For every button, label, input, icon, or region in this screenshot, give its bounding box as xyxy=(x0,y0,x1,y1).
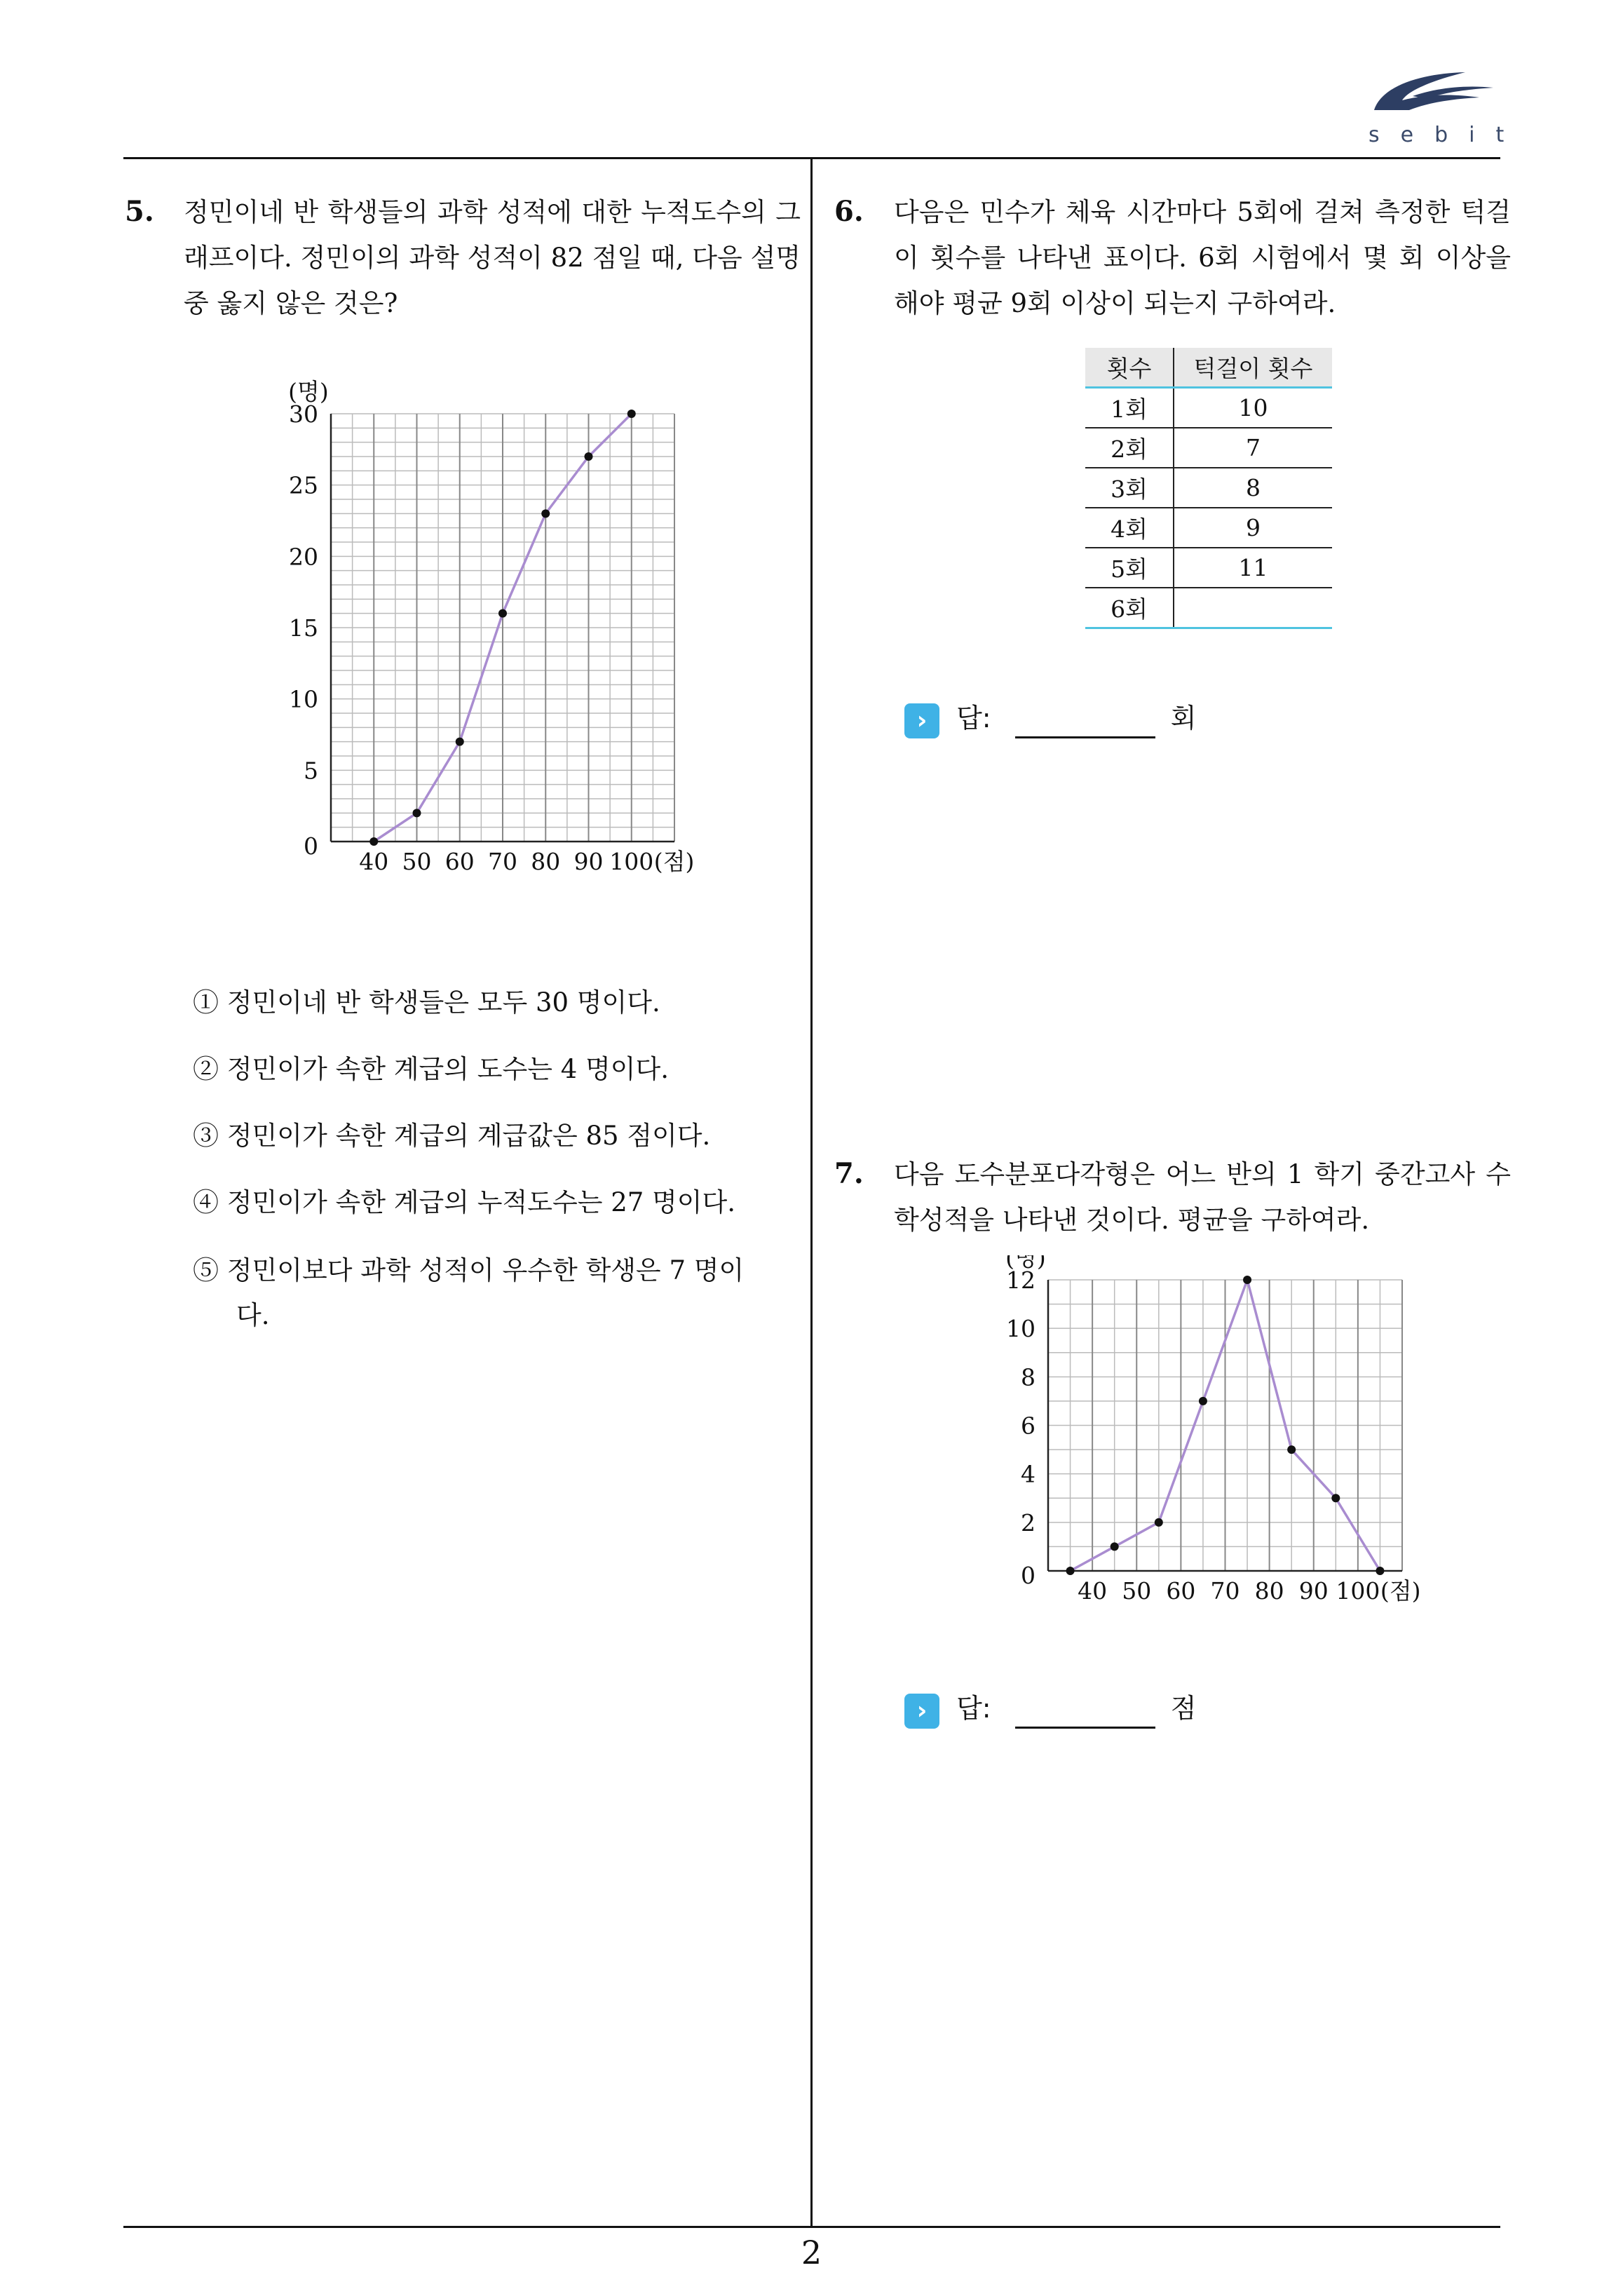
table-cell: 4회 xyxy=(1085,508,1174,548)
q6-number: 6. xyxy=(834,195,864,228)
table-cell: 7 xyxy=(1174,428,1332,468)
data-point xyxy=(1155,1518,1163,1527)
y-tick-label: 10 xyxy=(1006,1315,1035,1343)
x-tick-label: 80 xyxy=(1254,1577,1284,1605)
x-tick-label: 100 xyxy=(1336,1577,1380,1605)
x-tick-label: 40 xyxy=(1078,1577,1108,1605)
q6-answer xyxy=(904,696,1197,738)
data-point xyxy=(369,837,378,846)
q7-answer-blank[interactable] xyxy=(1015,1699,1155,1729)
q6-table-header-2: 턱걸이 횟수 xyxy=(1174,348,1332,388)
q5-choices xyxy=(193,982,796,1338)
data-point xyxy=(498,609,507,618)
grid xyxy=(1048,1280,1402,1571)
table-cell: 10 xyxy=(1174,388,1332,428)
y-tick-label: 6 xyxy=(1021,1412,1035,1440)
data-point xyxy=(1111,1542,1119,1551)
y-tick-label: 0 xyxy=(1021,1562,1035,1589)
q7-answer-unit: 점 xyxy=(1170,1693,1197,1724)
chevron-right-icon: › xyxy=(904,1694,939,1729)
table-cell: 5회 xyxy=(1085,548,1174,588)
q6-answer-label: 답: xyxy=(956,703,991,734)
grid xyxy=(331,414,674,842)
q5-cumulative-chart xyxy=(266,365,715,886)
x-tick-label: 100 xyxy=(609,848,654,875)
q5-choice-4[interactable]: ④ 정민이가 속한 계급의 누적도수는 27 명이다. xyxy=(193,1187,736,1217)
table-row xyxy=(1085,388,1332,428)
x-tick-label: 90 xyxy=(1298,1577,1329,1605)
y-axis-label: (명) xyxy=(1005,1255,1046,1271)
q7-answer xyxy=(904,1687,1197,1729)
q5-number: 5. xyxy=(125,195,154,228)
x-axis-label: (점) xyxy=(653,848,695,875)
data-point xyxy=(413,809,421,817)
x-tick-label: 70 xyxy=(488,848,517,875)
data-point xyxy=(585,452,593,461)
page-number: 2 xyxy=(801,2234,822,2271)
table-cell: 11 xyxy=(1174,548,1332,588)
q6-table-wrap xyxy=(1085,348,1332,629)
data-point xyxy=(1331,1494,1340,1502)
table-cell: 2회 xyxy=(1085,428,1174,468)
table-cell: 6회 xyxy=(1085,588,1174,628)
chevron-right-icon: › xyxy=(904,703,939,738)
x-tick-label: 60 xyxy=(444,848,475,875)
q7-text: 다음 도수분포다각형은 어느 반의 1 학기 중간고사 수학성적을 나타낸 것이다. 평균을 구하여라. xyxy=(894,1159,1511,1235)
table-cell: 8 xyxy=(1174,468,1332,508)
footer-rule xyxy=(123,2226,1500,2228)
brand-text: sebit xyxy=(1369,123,1526,147)
x-tick-label: 50 xyxy=(1122,1577,1152,1605)
y-tick-label: 25 xyxy=(289,471,318,499)
q7-answer-label: 답: xyxy=(956,1693,991,1724)
q5-choice-3[interactable]: ③ 정민이가 속한 계급의 계급값은 85 점이다. xyxy=(193,1121,711,1151)
data-point xyxy=(1243,1276,1251,1284)
x-tick-label: 80 xyxy=(531,848,561,875)
column-divider xyxy=(810,158,813,2227)
x-tick-label: 60 xyxy=(1166,1577,1196,1605)
q6-answer-blank[interactable] xyxy=(1015,708,1155,738)
q5-text: 정민이네 반 학생들의 과학 성적에 대한 누적도수의 그래프이다. 정민이의 과학 성적이 82 점일 때, 다음 설명 중 옳지 않은 것은? xyxy=(184,197,801,318)
y-tick-label: 10 xyxy=(289,685,318,713)
data-point xyxy=(541,509,550,518)
q5-choice-5[interactable]: ⑤ 정민이보다 과학 성적이 우수한 학생은 7 명이다. xyxy=(193,1255,745,1330)
table-row xyxy=(1085,508,1332,548)
y-tick-label: 2 xyxy=(1021,1508,1035,1537)
y-tick-label: 5 xyxy=(304,757,318,785)
x-tick-label: 50 xyxy=(402,848,432,875)
q5-chart-svg xyxy=(266,365,715,884)
table-cell: 9 xyxy=(1174,508,1332,548)
data-point xyxy=(456,738,464,746)
q6-text: 다음은 민수가 체육 시간마다 5회에 걸쳐 측정한 턱걸이 횟수를 나타낸 표이다. 6회 시험에서 몇 회 이상을 해야 평균 9회 이상이 되는지 구하여라. xyxy=(894,197,1511,318)
y-tick-label: 4 xyxy=(1021,1460,1035,1488)
x-tick-label: 90 xyxy=(573,848,604,875)
data-point xyxy=(627,410,636,418)
data-point xyxy=(1287,1445,1296,1454)
sebit-logo xyxy=(1360,67,1526,151)
table-row xyxy=(1085,588,1332,628)
q5-choice-1[interactable]: ① 정민이네 반 학생들은 모두 30 명이다. xyxy=(193,987,660,1018)
x-axis-label: (점) xyxy=(1380,1577,1421,1605)
y-tick-label: 0 xyxy=(304,832,318,860)
q7-number: 7. xyxy=(834,1157,864,1190)
q7-chart-svg xyxy=(982,1255,1458,1648)
y-tick-label: 15 xyxy=(289,614,318,642)
table-row xyxy=(1085,428,1332,468)
table-cell: 3회 xyxy=(1085,468,1174,508)
data-point xyxy=(1066,1567,1075,1575)
y-axis-label: (명) xyxy=(288,378,329,405)
data-point xyxy=(1199,1397,1207,1405)
y-tick-label: 30 xyxy=(289,400,318,428)
x-tick-label: 70 xyxy=(1210,1577,1240,1605)
y-tick-label: 8 xyxy=(1021,1363,1035,1391)
data-point xyxy=(1376,1567,1384,1575)
y-tick-label: 20 xyxy=(289,543,318,571)
x-tick-label: 40 xyxy=(359,848,389,875)
sebit-logo-mark xyxy=(1360,67,1521,123)
table-cell: 1회 xyxy=(1085,388,1174,428)
table-cell xyxy=(1174,588,1332,628)
q6-table-header-1: 횟수 xyxy=(1085,348,1174,388)
table-row xyxy=(1085,468,1332,508)
q6-answer-unit: 회 xyxy=(1170,703,1197,734)
q5-choice-2[interactable]: ② 정민이가 속한 계급의 도수는 4 명이다. xyxy=(193,1054,669,1084)
q7-frequency-polygon xyxy=(982,1255,1458,1651)
table-row xyxy=(1085,548,1332,588)
q6-table xyxy=(1085,348,1332,629)
y-tick-label: 12 xyxy=(1006,1267,1035,1294)
